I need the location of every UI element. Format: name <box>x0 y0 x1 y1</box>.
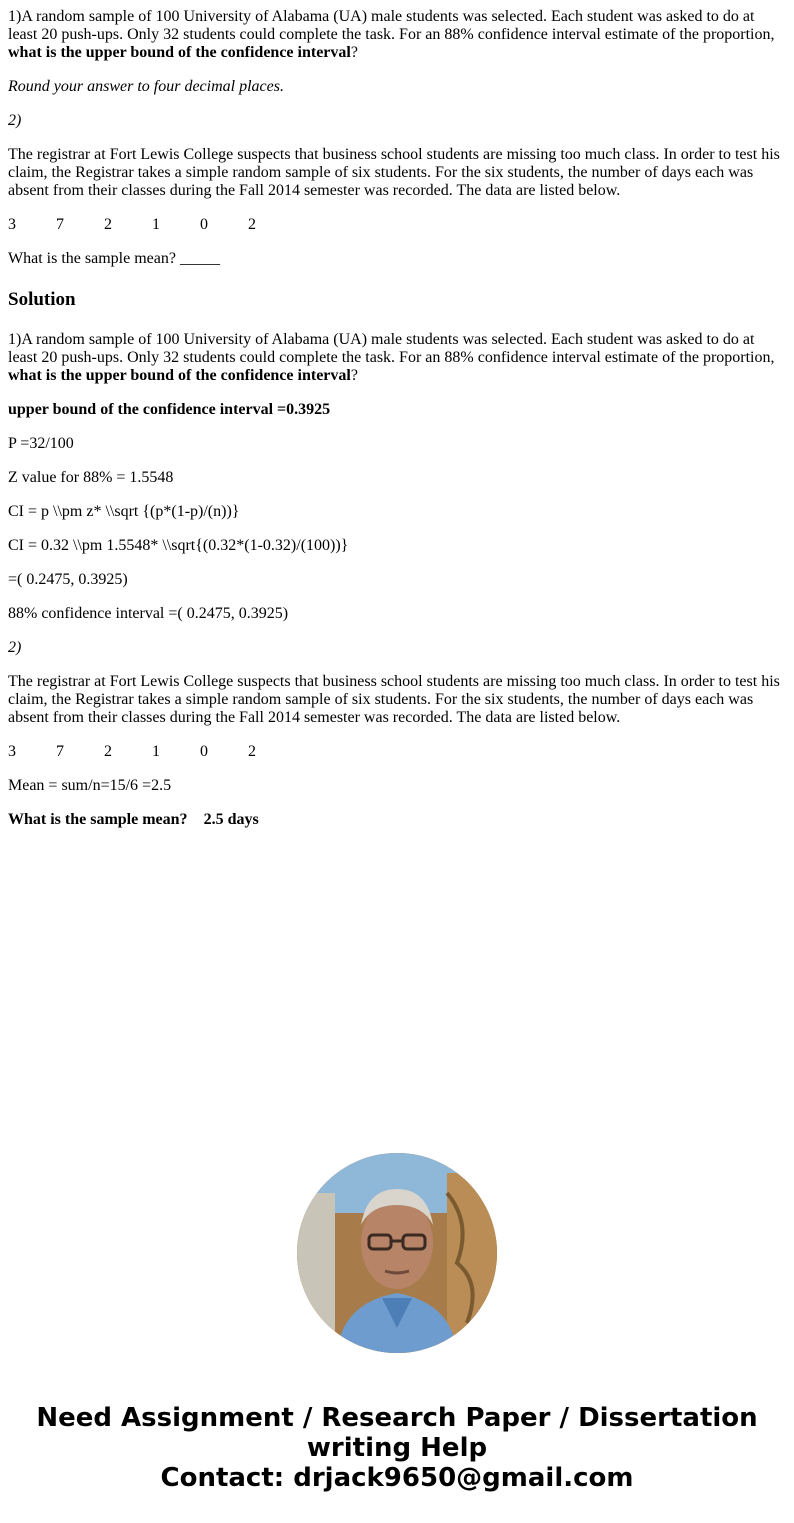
question-1-end: ? <box>350 44 358 61</box>
question-2-ask: What is the sample mean? _____ <box>8 250 220 267</box>
answer-1: upper bound of the confidence interval =0.3925 <box>8 401 331 418</box>
portrait-image <box>297 1153 497 1353</box>
question-1-text: 1)A random sample of 100 University of Alabama (UA) male students was selected. Each student was asked to do at least 20 push-ups. Only 32 students could complete the task. For an 88% confidence interval estimate of the proportion, <box>8 8 775 43</box>
data-value: 3 <box>8 216 16 233</box>
p-line: P =32/100 <box>8 435 74 452</box>
z-line: Z value for 88% = 1.5548 <box>8 469 174 486</box>
data-value: 2 <box>104 216 112 233</box>
solution-question-2-label: 2) <box>8 639 22 656</box>
promo-line-2: writing Help <box>306 1433 488 1463</box>
avatar <box>297 1153 497 1353</box>
question-2-label: 2) <box>8 112 22 129</box>
data-value: 2 <box>248 743 256 760</box>
question-1 <box>8 8 786 62</box>
contact-line: Contact: drjack9650@gmail.com <box>160 1463 634 1493</box>
data-value: 1 <box>152 743 160 760</box>
question-2-text: The registrar at Fort Lewis College suspects that business school students are missing too much class. In order to test his claim, the Registrar takes a simple random sample of six students. For the six students, the number of days each was absent from their classes during the Fall 2014 semester was recorded. The data are listed below. <box>8 146 780 199</box>
promo-text <box>0 1403 794 1493</box>
data-value: 2 <box>104 743 112 760</box>
ci-result: =( 0.2475, 0.3925) <box>8 571 128 588</box>
solution-data-row <box>8 743 786 761</box>
document-body <box>8 8 786 845</box>
promo-line-1: Need Assignment / Research Paper / Dissertation <box>36 1403 758 1433</box>
ci-final: 88% confidence interval =( 0.2475, 0.3925) <box>8 605 289 622</box>
solution-question-1: 1)A random sample of 100 University of Alabama (UA) male students was selected. Each student was asked to do at least 20 push-ups. Only 32 students could complete the task. For an 88% confidence interval estimate of the proportion, what is the upper bound of the confidence interval? <box>8 331 775 384</box>
ci-formula: CI = p \\pm z* \\sqrt {(p*(1-p)/(n))} <box>8 503 240 520</box>
data-value: 0 <box>200 216 208 233</box>
data-value: 1 <box>152 216 160 233</box>
data-value: 0 <box>200 743 208 760</box>
ci-substitution: CI = 0.32 \\pm 1.5548* \\sqrt{(0.32*(1-0.32)/(100))} <box>8 537 349 554</box>
data-value: 3 <box>8 743 16 760</box>
data-row <box>8 216 786 234</box>
question-1-bold: what is the upper bound of the confidence interval <box>8 44 351 61</box>
data-value: 7 <box>56 216 64 233</box>
round-note: Round your answer to four decimal places. <box>8 78 284 95</box>
mean-line: Mean = sum/n=15/6 =2.5 <box>8 777 172 794</box>
data-value: 2 <box>248 216 256 233</box>
data-value: 7 <box>56 743 64 760</box>
footer <box>0 1153 794 1493</box>
solution-heading: Solution <box>8 289 76 310</box>
solution-question-2-text: The registrar at Fort Lewis College suspects that business school students are missing too much class. In order to test his claim, the Registrar takes a simple random sample of six students. For the six students, the number of days each was absent from their classes during the Fall 2014 semester was recorded. The data are listed below. <box>8 673 780 726</box>
answer-2: What is the sample mean? 2.5 days <box>8 811 259 828</box>
